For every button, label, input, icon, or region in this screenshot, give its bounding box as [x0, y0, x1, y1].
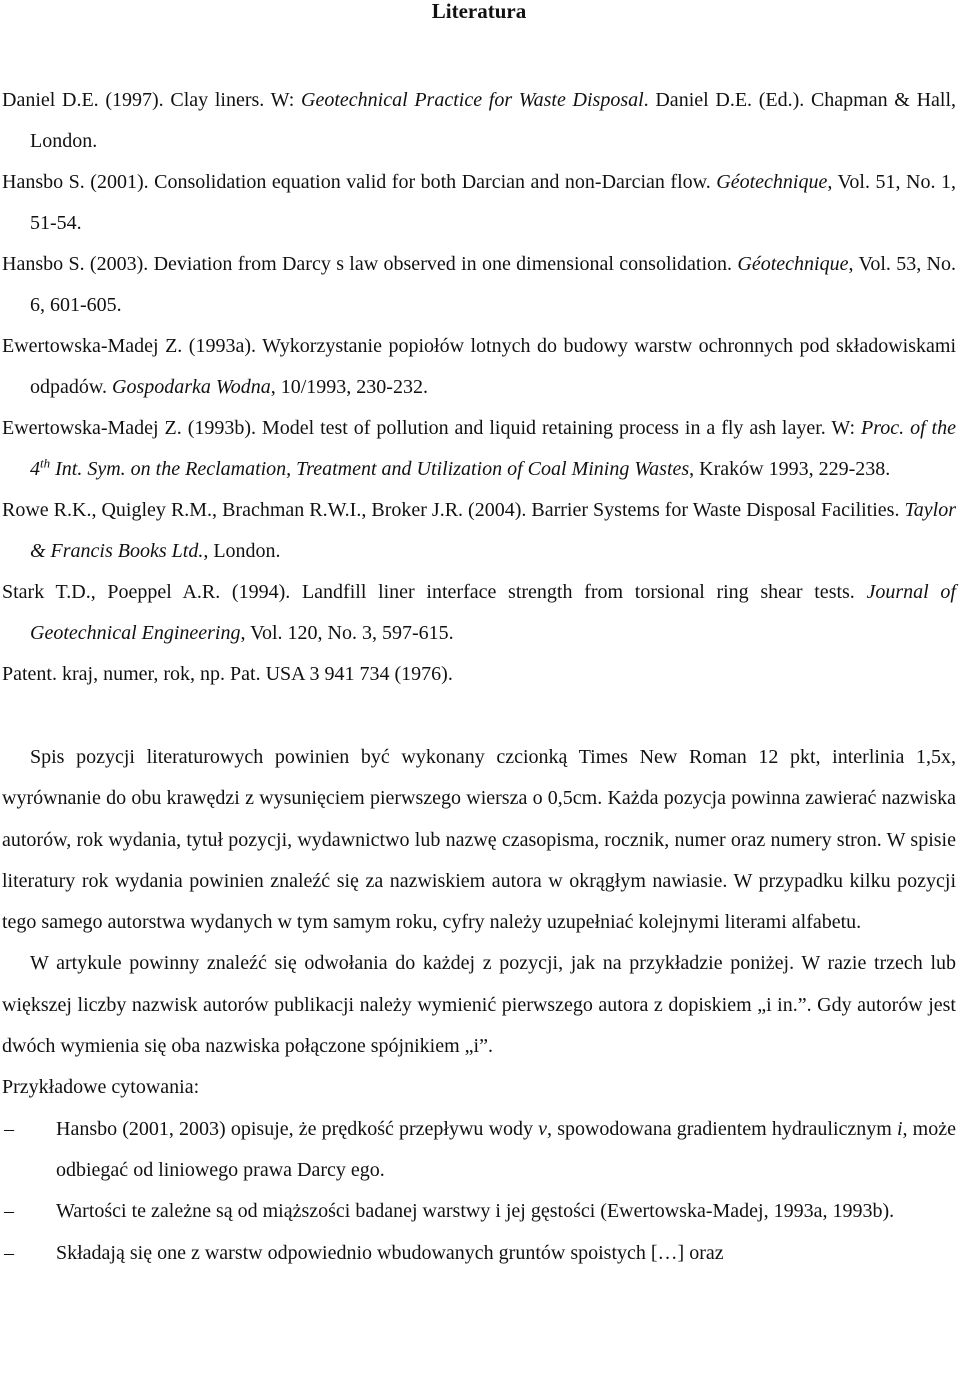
dash-icon: –: [4, 1200, 14, 1223]
reference-details: , Vol. 120, No. 3, 597-615.: [240, 622, 454, 644]
reference-text: Ewertowska-Madej Z. (1993b). Model test of pollution and liquid retaining process in a fly ash layer. W:: [2, 417, 861, 439]
variable-i: i: [896, 1117, 903, 1140]
reference-source: Taylor & Francis Books Ltd.: [30, 499, 956, 562]
reference-superscript: th: [40, 455, 51, 471]
reference-source: Journal of Geotechnical Engineering: [30, 581, 956, 644]
reference-list: [2, 80, 956, 695]
guideline-paragraph: Spis pozycji literaturowych powinien być wykonany czcionką Times New Roman 12 pkt, interlinia 1,5x, wyrównanie do obu krawędzi z wysunięciem pierwszego wiersza o 0,5cm. Każda pozycja powinna zawierać nazwiska autorów, rok wydania, tytuł pozycji, wydawnictwo lub nazwę czasopisma, rocznik, numer oraz numery stron. W spisie literatury rok wydania powinien znaleźć się za nazwiskiem autora w okrągłym nawiasie. W przypadku kilku pozycji tego samego autorstwa wydanych w tym samym roku, cyfry należy uzupełniać kolejnymi literami alfabetu.: [2, 746, 956, 934]
list-item-text-end: , może odbiegać od liniowego prawa Darcy ego.: [56, 1117, 956, 1181]
reference-item: [2, 408, 956, 490]
reference-details: , Vol. 53, No. 6, 601-605.: [30, 253, 956, 316]
reference-text: Rowe R.K., Quigley R.M., Brachman R.W.I., Broker J.R. (2004). Barrier Systems for Waste Disposal Facilities.: [2, 499, 905, 521]
list-item-text: Hansbo (2001, 2003) opisuje, że prędkość przepływu wody: [56, 1117, 539, 1140]
examples-heading: Przykładowe cytowania:: [2, 1076, 200, 1099]
reference-details: , London.: [203, 540, 281, 562]
reference-details: . Daniel D.E. (Ed.). Chapman & Hall, London.: [30, 89, 956, 152]
reference-text: Stark T.D., Poeppel A.R. (1994). Landfill liner interface strength from torsional ring shear tests.: [2, 581, 867, 603]
list-item-text: Składają się one z warstw odpowiednio wbudowanych gruntów spoistych […] oraz: [56, 1241, 724, 1264]
list-item: [2, 1191, 956, 1232]
reference-item: [2, 490, 956, 572]
reference-text: Hansbo S. (2003). Deviation from Darcy s law observed in one dimensional consolidation.: [2, 253, 738, 275]
reference-details: , Vol. 51, No. 1, 51-54.: [30, 171, 956, 234]
list-item-text: Wartości te zależne są od miąższości badanej warstwy i jej gęstości (Ewertowska-Madej, 1993a, 1993b).: [56, 1200, 895, 1223]
reference-item: [2, 244, 956, 326]
reference-source: Proc. of the 4: [30, 417, 956, 480]
reference-item: [2, 80, 956, 162]
reference-source: Geotechnical Practice for Waste Disposal: [301, 89, 644, 111]
reference-source-continued: Int. Sym. on the Reclamation, Treatment and Utilization of Coal Mining Wastes: [50, 458, 690, 480]
reference-source: Gospodarka Wodna: [112, 376, 271, 398]
reference-item: [2, 326, 956, 408]
reference-details: , 10/1993, 230-232.: [270, 376, 428, 398]
reference-text: Patent. kraj, numer, rok, np. Pat. USA 3 941 734 (1976).: [2, 663, 453, 685]
list-item: [2, 1109, 956, 1192]
page-title: Literatura: [431, 0, 527, 23]
list-item: [2, 1233, 956, 1274]
reference-text: Daniel D.E. (1997). Clay liners. W:: [2, 89, 302, 111]
variable-v: v: [538, 1117, 548, 1140]
reference-item: [2, 162, 956, 244]
citation-examples-list: [2, 1109, 956, 1274]
reference-text: Hansbo S. (2001). Consolidation equation valid for both Darcian and non-Darcian flow.: [2, 171, 717, 193]
dash-icon: –: [4, 1117, 14, 1140]
citation-paragraph: W artykule powinny znaleźć się odwołania do każdej z pozycji, jak na przykładzie poniżej. W razie trzech lub większej liczby nazwisk autorów publikacji należy wymienić pierwszego autora z dopiskiem „i in.”. Gdy autorów jest dwóch wymienia się oba nazwiska połączone spójnikiem „i”.: [2, 952, 956, 1058]
dash-icon: –: [4, 1241, 14, 1264]
reference-text: Ewertowska-Madej Z. (1993a). Wykorzystanie popiołów lotnych do budowy warstw ochronnych pod składowiskami odpadów.: [2, 335, 956, 398]
reference-item: [2, 572, 956, 654]
reference-item: [2, 654, 956, 695]
reference-source: Géotechnique: [737, 253, 849, 275]
reference-source: Géotechnique: [716, 171, 828, 193]
guidelines-text: [2, 737, 956, 1109]
list-item-text-continued: , spowodowana gradientem hydraulicznym: [547, 1117, 897, 1140]
reference-details: , Kraków 1993, 229-238.: [689, 458, 891, 480]
